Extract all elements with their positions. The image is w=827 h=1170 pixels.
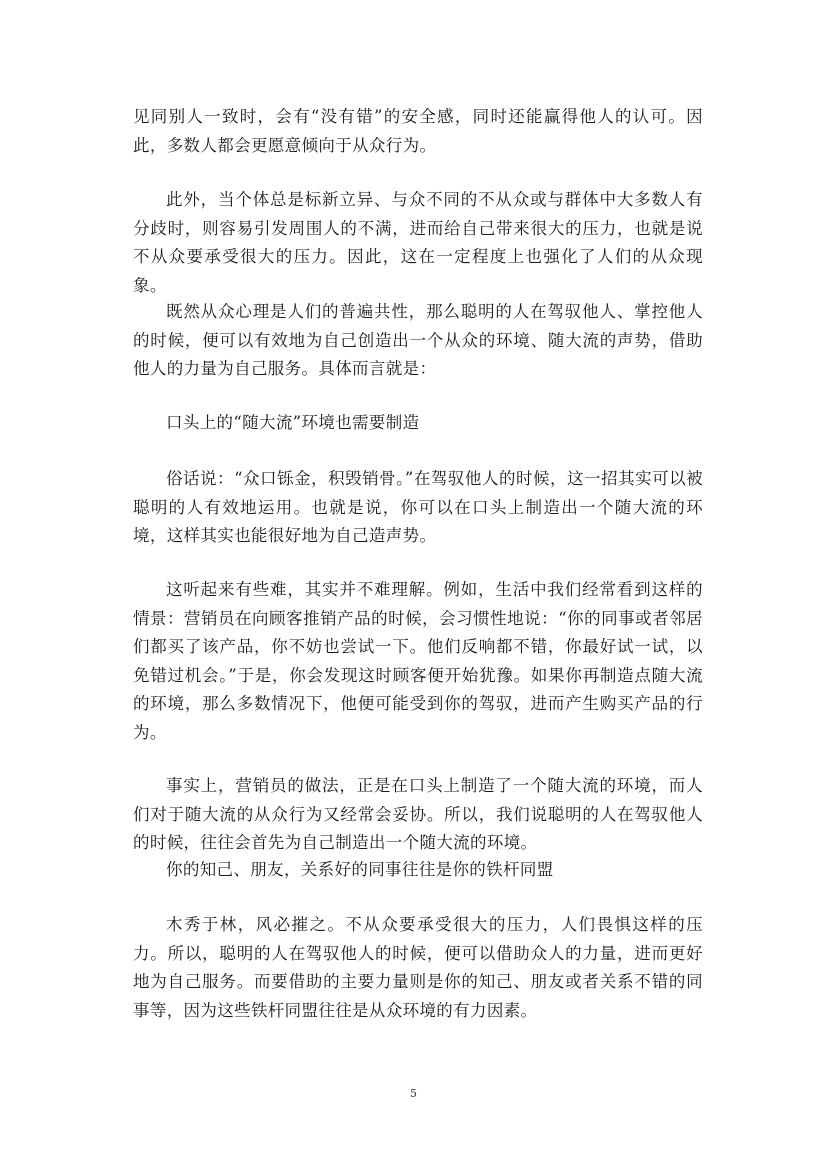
paragraph-salesperson-example: 这听起来有些难，其实并不难理解。例如，生活中我们经常看到这样的情景：营销员在向顾客推销产品的时候，会习惯性地说：“你的同事或者邻居们都买了该产品，你不妨也尝试一下。他们反响都不错，你最好试一试，以免错过机会。”于是，你会发现这时顾客便开始犹豫。如果你再制造点随大流的环境，那么多数情况下，他便可能受到你的驾驭，进而产生购买产品的行为。	[133, 580, 703, 742]
paragraph-nonconformity-pressure: 此外，当个体总是标新立异、与众不同的不从众或与群体中大多数人有分歧时，则容易引发周围人的不满，进而给自己带来很大的压力，也就是说不从众要承受很大的压力。因此，这在一定程度上也强化了人们的从众现象。	[133, 190, 703, 295]
paragraph-salesperson-analysis: 事实上，营销员的做法，正是在口头上制造了一个随大流的环境，而人们对于随大流的从众行为又经常会妥协。所以，我们说聪明的人在驾驭他人的时候，往往会首先为自己制造出一个随大流的环境。	[133, 776, 703, 852]
paragraph-allies: 木秀于林，风必摧之。不从众要承受很大的压力，人们畏惧这样的压力。所以，聪明的人在驾驭他人的时候，便可以借助众人的力量，进而更好地为自己服务。而要借助的主要力量则是你的知己、朋友或者关系不错的同事等，因为这些铁杆同盟往往是从众环境的有力因素。	[133, 915, 703, 1020]
section-heading-allies: 你的知己、朋友，关系好的同事往往是你的铁杆同盟	[166, 860, 554, 879]
paragraph-proverb: 俗话说：“众口铄金，积毁销骨。”在驾驭他人的时候，这一招其实可以被聪明的人有效地运用。也就是说，你可以在口头上制造出一个随大流的环境，这样其实也能很好地为自己造声势。	[133, 469, 703, 545]
paragraph-continuation: 见同别人一致时，会有“没有错”的安全感，同时还能赢得他人的认可。因此，多数人都会更愿意倾向于从众行为。	[133, 107, 703, 155]
section-heading-verbal-environment: 口头上的“随大流”环境也需要制造	[166, 413, 420, 432]
paragraph-create-conformity: 既然从众心理是人们的普遍共性，那么聪明的人在驾驭他人、掌控他人的时候，便可以有效地为自己创造出一个从众的环境、随大流的声势，借助他人的力量为自己服务。具体而言就是：	[133, 302, 703, 378]
page-number: 5	[410, 1087, 417, 1100]
